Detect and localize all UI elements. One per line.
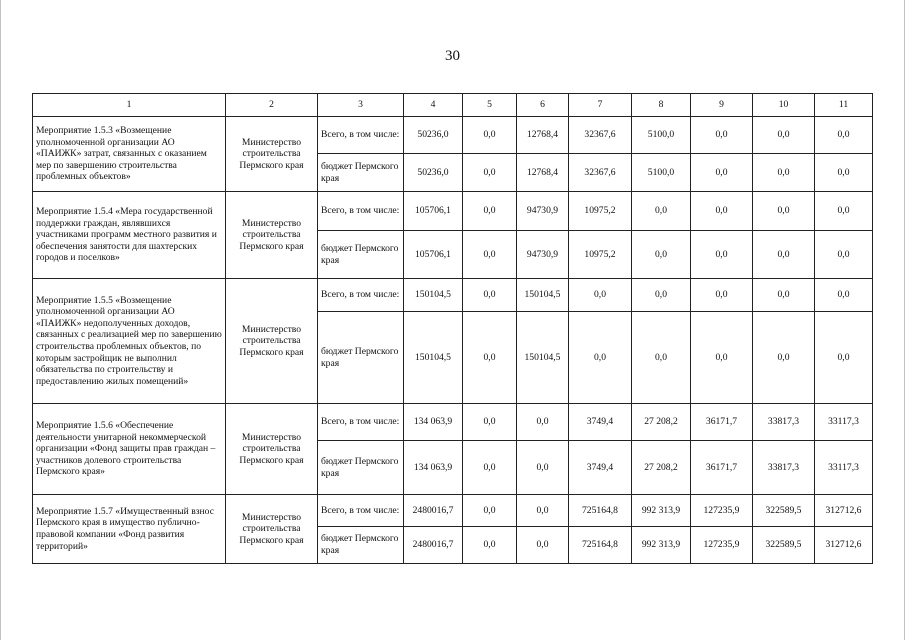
value-cell: 12768,4 <box>517 117 569 154</box>
column-header: 3 <box>318 94 404 117</box>
measure-name: Мероприятие 1.5.7 «Имущественный взнос Пермского края в имущество публично-правовой компании «Фонд развития территорий» <box>33 495 226 564</box>
column-header: 5 <box>463 94 517 117</box>
value-cell: 725164,8 <box>569 495 632 527</box>
value-cell: 150104,5 <box>404 279 463 312</box>
value-cell: 36171,7 <box>691 404 753 441</box>
value-cell: 10975,2 <box>569 192 632 231</box>
value-cell: 725164,8 <box>569 527 632 564</box>
value-cell: 0,0 <box>815 279 873 312</box>
value-cell: 0,0 <box>632 192 691 231</box>
value-cell: 0,0 <box>691 117 753 154</box>
value-cell: 0,0 <box>569 279 632 312</box>
value-cell: 0,0 <box>463 231 517 279</box>
measure-name: Мероприятие 1.5.6 «Обеспечение деятельности унитарной некоммерческой организации «Фонд защиты прав граждан – участников долевого строительства Пермского края» <box>33 404 226 495</box>
value-cell: 32367,6 <box>569 117 632 154</box>
funding-source: бюджет Пермского края <box>318 312 404 404</box>
value-cell: 0,0 <box>517 527 569 564</box>
value-cell: 2480016,7 <box>404 527 463 564</box>
value-cell: 312712,6 <box>815 527 873 564</box>
value-cell: 36171,7 <box>691 441 753 495</box>
value-cell: 33117,3 <box>815 441 873 495</box>
column-header: 1 <box>33 94 226 117</box>
value-cell: 0,0 <box>691 192 753 231</box>
column-header: 9 <box>691 94 753 117</box>
value-cell: 12768,4 <box>517 154 569 192</box>
funding-source: Всего, в том числе: <box>318 495 404 527</box>
value-cell: 0,0 <box>753 312 815 404</box>
value-cell: 3749,4 <box>569 404 632 441</box>
responsible-ministry: Министерство строительства Пермского края <box>226 495 318 564</box>
value-cell: 0,0 <box>632 312 691 404</box>
responsible-ministry: Министерство строительства Пермского края <box>226 192 318 279</box>
value-cell: 322589,5 <box>753 527 815 564</box>
value-cell: 0,0 <box>463 404 517 441</box>
column-header: 8 <box>632 94 691 117</box>
value-cell: 0,0 <box>463 495 517 527</box>
value-cell: 992 313,9 <box>632 495 691 527</box>
value-cell: 0,0 <box>632 231 691 279</box>
value-cell: 32367,6 <box>569 154 632 192</box>
value-cell: 94730,9 <box>517 231 569 279</box>
header-row <box>33 94 873 117</box>
value-cell: 5100,0 <box>632 117 691 154</box>
value-cell: 94730,9 <box>517 192 569 231</box>
responsible-ministry: Министерство строительства Пермского края <box>226 279 318 404</box>
budget-table <box>32 93 873 564</box>
value-cell: 0,0 <box>463 279 517 312</box>
value-cell: 0,0 <box>691 231 753 279</box>
column-header: 4 <box>404 94 463 117</box>
value-cell: 33817,3 <box>753 441 815 495</box>
table-row <box>33 192 873 231</box>
value-cell: 0,0 <box>691 312 753 404</box>
value-cell: 3749,4 <box>569 441 632 495</box>
table-row <box>33 495 873 527</box>
value-cell: 0,0 <box>517 404 569 441</box>
value-cell: 27 208,2 <box>632 441 691 495</box>
value-cell: 33817,3 <box>753 404 815 441</box>
value-cell: 5100,0 <box>632 154 691 192</box>
value-cell: 2480016,7 <box>404 495 463 527</box>
value-cell: 0,0 <box>815 117 873 154</box>
funding-source: бюджет Пермского края <box>318 527 404 564</box>
value-cell: 134 063,9 <box>404 404 463 441</box>
value-cell: 0,0 <box>517 441 569 495</box>
scan-edge-mark <box>0 0 1 640</box>
value-cell: 127235,9 <box>691 527 753 564</box>
value-cell: 0,0 <box>517 495 569 527</box>
value-cell: 105706,1 <box>404 231 463 279</box>
table-row <box>33 117 873 154</box>
value-cell: 0,0 <box>463 154 517 192</box>
value-cell: 33117,3 <box>815 404 873 441</box>
column-header: 6 <box>517 94 569 117</box>
value-cell: 0,0 <box>815 312 873 404</box>
measure-name: Мероприятие 1.5.4 «Мера государственной поддержки граждан, являвшихся участниками программ местного развития и обеспечения занятости для шахтерских городов и поселков» <box>33 192 226 279</box>
column-header: 2 <box>226 94 318 117</box>
funding-source: бюджет Пермского края <box>318 441 404 495</box>
table-row <box>33 404 873 441</box>
value-cell: 50236,0 <box>404 154 463 192</box>
value-cell: 0,0 <box>753 117 815 154</box>
funding-source: бюджет Пермского края <box>318 154 404 192</box>
value-cell: 10975,2 <box>569 231 632 279</box>
value-cell: 0,0 <box>753 231 815 279</box>
value-cell: 0,0 <box>463 312 517 404</box>
column-header: 7 <box>569 94 632 117</box>
value-cell: 312712,6 <box>815 495 873 527</box>
value-cell: 150104,5 <box>517 279 569 312</box>
value-cell: 0,0 <box>815 231 873 279</box>
value-cell: 0,0 <box>753 279 815 312</box>
column-header: 10 <box>753 94 815 117</box>
value-cell: 0,0 <box>569 312 632 404</box>
value-cell: 0,0 <box>463 441 517 495</box>
value-cell: 105706,1 <box>404 192 463 231</box>
measure-name: Мероприятие 1.5.3 «Возмещение уполномоченной организации АО «ПАИЖК» затрат, связанных с оказанием мер по завершению строительства проблемных объектов» <box>33 117 226 192</box>
value-cell: 0,0 <box>815 154 873 192</box>
value-cell: 0,0 <box>463 192 517 231</box>
responsible-ministry: Министерство строительства Пермского края <box>226 404 318 495</box>
funding-source: Всего, в том числе: <box>318 117 404 154</box>
funding-source: Всего, в том числе: <box>318 192 404 231</box>
page-number: 30 <box>445 48 460 64</box>
value-cell: 150104,5 <box>517 312 569 404</box>
value-cell: 0,0 <box>632 279 691 312</box>
value-cell: 992 313,9 <box>632 527 691 564</box>
value-cell: 150104,5 <box>404 312 463 404</box>
value-cell: 0,0 <box>463 527 517 564</box>
value-cell: 50236,0 <box>404 117 463 154</box>
value-cell: 322589,5 <box>753 495 815 527</box>
value-cell: 0,0 <box>753 192 815 231</box>
value-cell: 0,0 <box>691 154 753 192</box>
column-header: 11 <box>815 94 873 117</box>
funding-source: бюджет Пермского края <box>318 231 404 279</box>
value-cell: 127235,9 <box>691 495 753 527</box>
value-cell: 134 063,9 <box>404 441 463 495</box>
funding-source: Всего, в том числе: <box>318 279 404 312</box>
responsible-ministry: Министерство строительства Пермского края <box>226 117 318 192</box>
value-cell: 0,0 <box>463 117 517 154</box>
value-cell: 0,0 <box>691 279 753 312</box>
table-row <box>33 279 873 312</box>
value-cell: 0,0 <box>753 154 815 192</box>
value-cell: 27 208,2 <box>632 404 691 441</box>
value-cell: 0,0 <box>815 192 873 231</box>
measure-name: Мероприятие 1.5.5 «Возмещение уполномоченной организации АО «ПАИЖК» недополученных доходов, связанных с реализацией мер по завершению строительства проблемных объектов, по которым застройщик не выполнил обязательства по строительству и предоставлению жилых помещений» <box>33 279 226 404</box>
funding-source: Всего, в том числе: <box>318 404 404 441</box>
